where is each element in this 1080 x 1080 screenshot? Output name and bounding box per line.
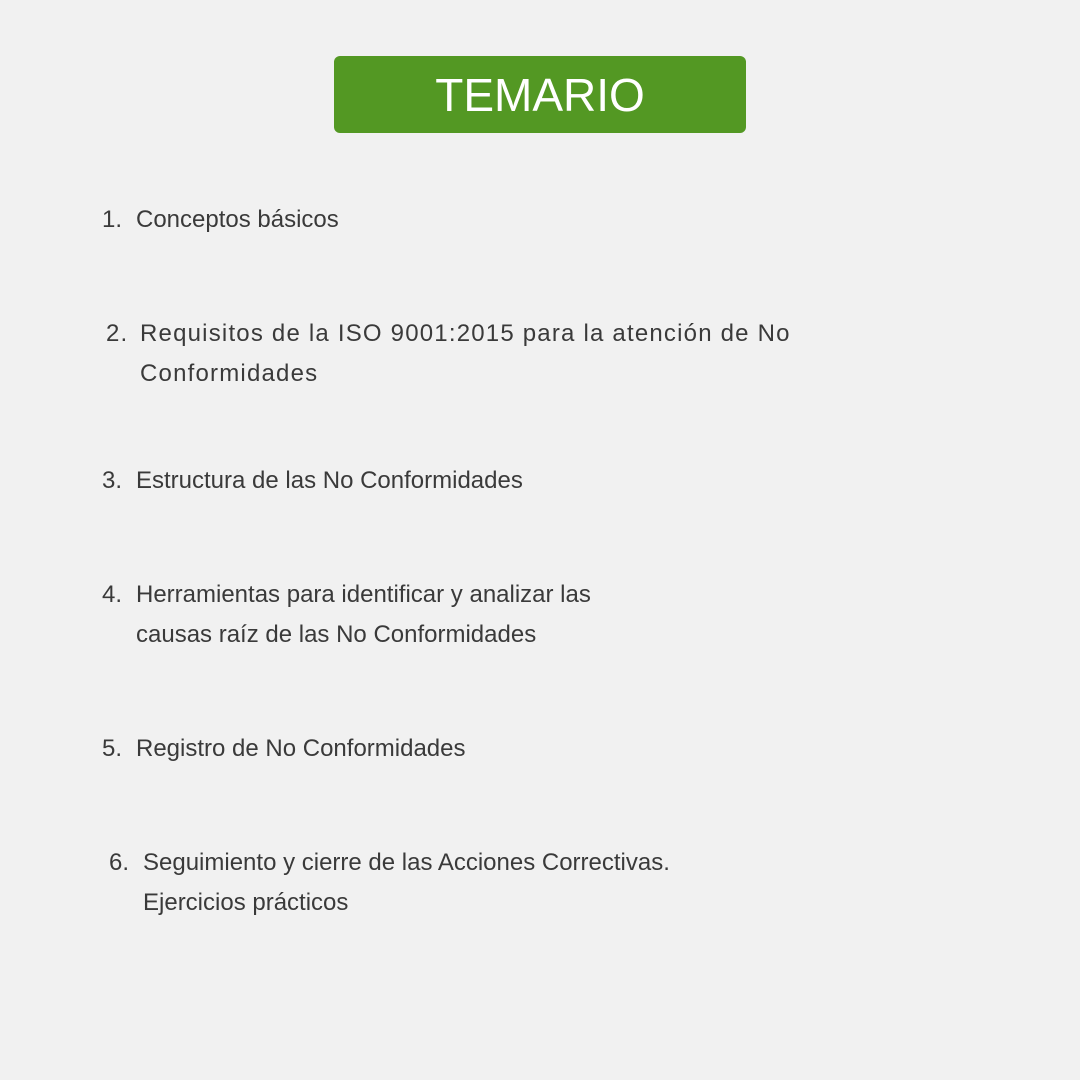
item-text-line: Conformidades (140, 360, 319, 387)
item-text-line: causas raíz de las No Conformidades (136, 621, 537, 648)
item-number: 2. (106, 320, 129, 347)
list-item-6 (109, 843, 670, 923)
item-number: 5. (102, 735, 123, 762)
item-text-line: Conceptos básicos (136, 206, 339, 233)
list-item-2 (106, 314, 791, 394)
item-text-line: Requisitos de la ISO 9001:2015 para la atención de No (140, 320, 791, 347)
list-item-3 (102, 461, 523, 501)
item-text-line: Herramientas para identificar y analizar las (136, 581, 591, 608)
page-title: TEMARIO (435, 68, 645, 121)
item-text-line: Ejercicios prácticos (143, 889, 349, 916)
list-item-1 (102, 200, 339, 240)
item-number: 6. (109, 849, 130, 876)
item-text-line: Estructura de las No Conformidades (136, 467, 523, 494)
item-number: 4. (102, 581, 123, 608)
item-number: 1. (102, 206, 123, 233)
list-item-4 (102, 575, 591, 655)
item-number: 3. (102, 467, 123, 494)
list-item-5 (102, 729, 466, 769)
item-text-line: Seguimiento y cierre de las Acciones Correctivas. (143, 849, 670, 876)
item-text-line: Registro de No Conformidades (136, 735, 466, 762)
title-banner (334, 56, 746, 133)
